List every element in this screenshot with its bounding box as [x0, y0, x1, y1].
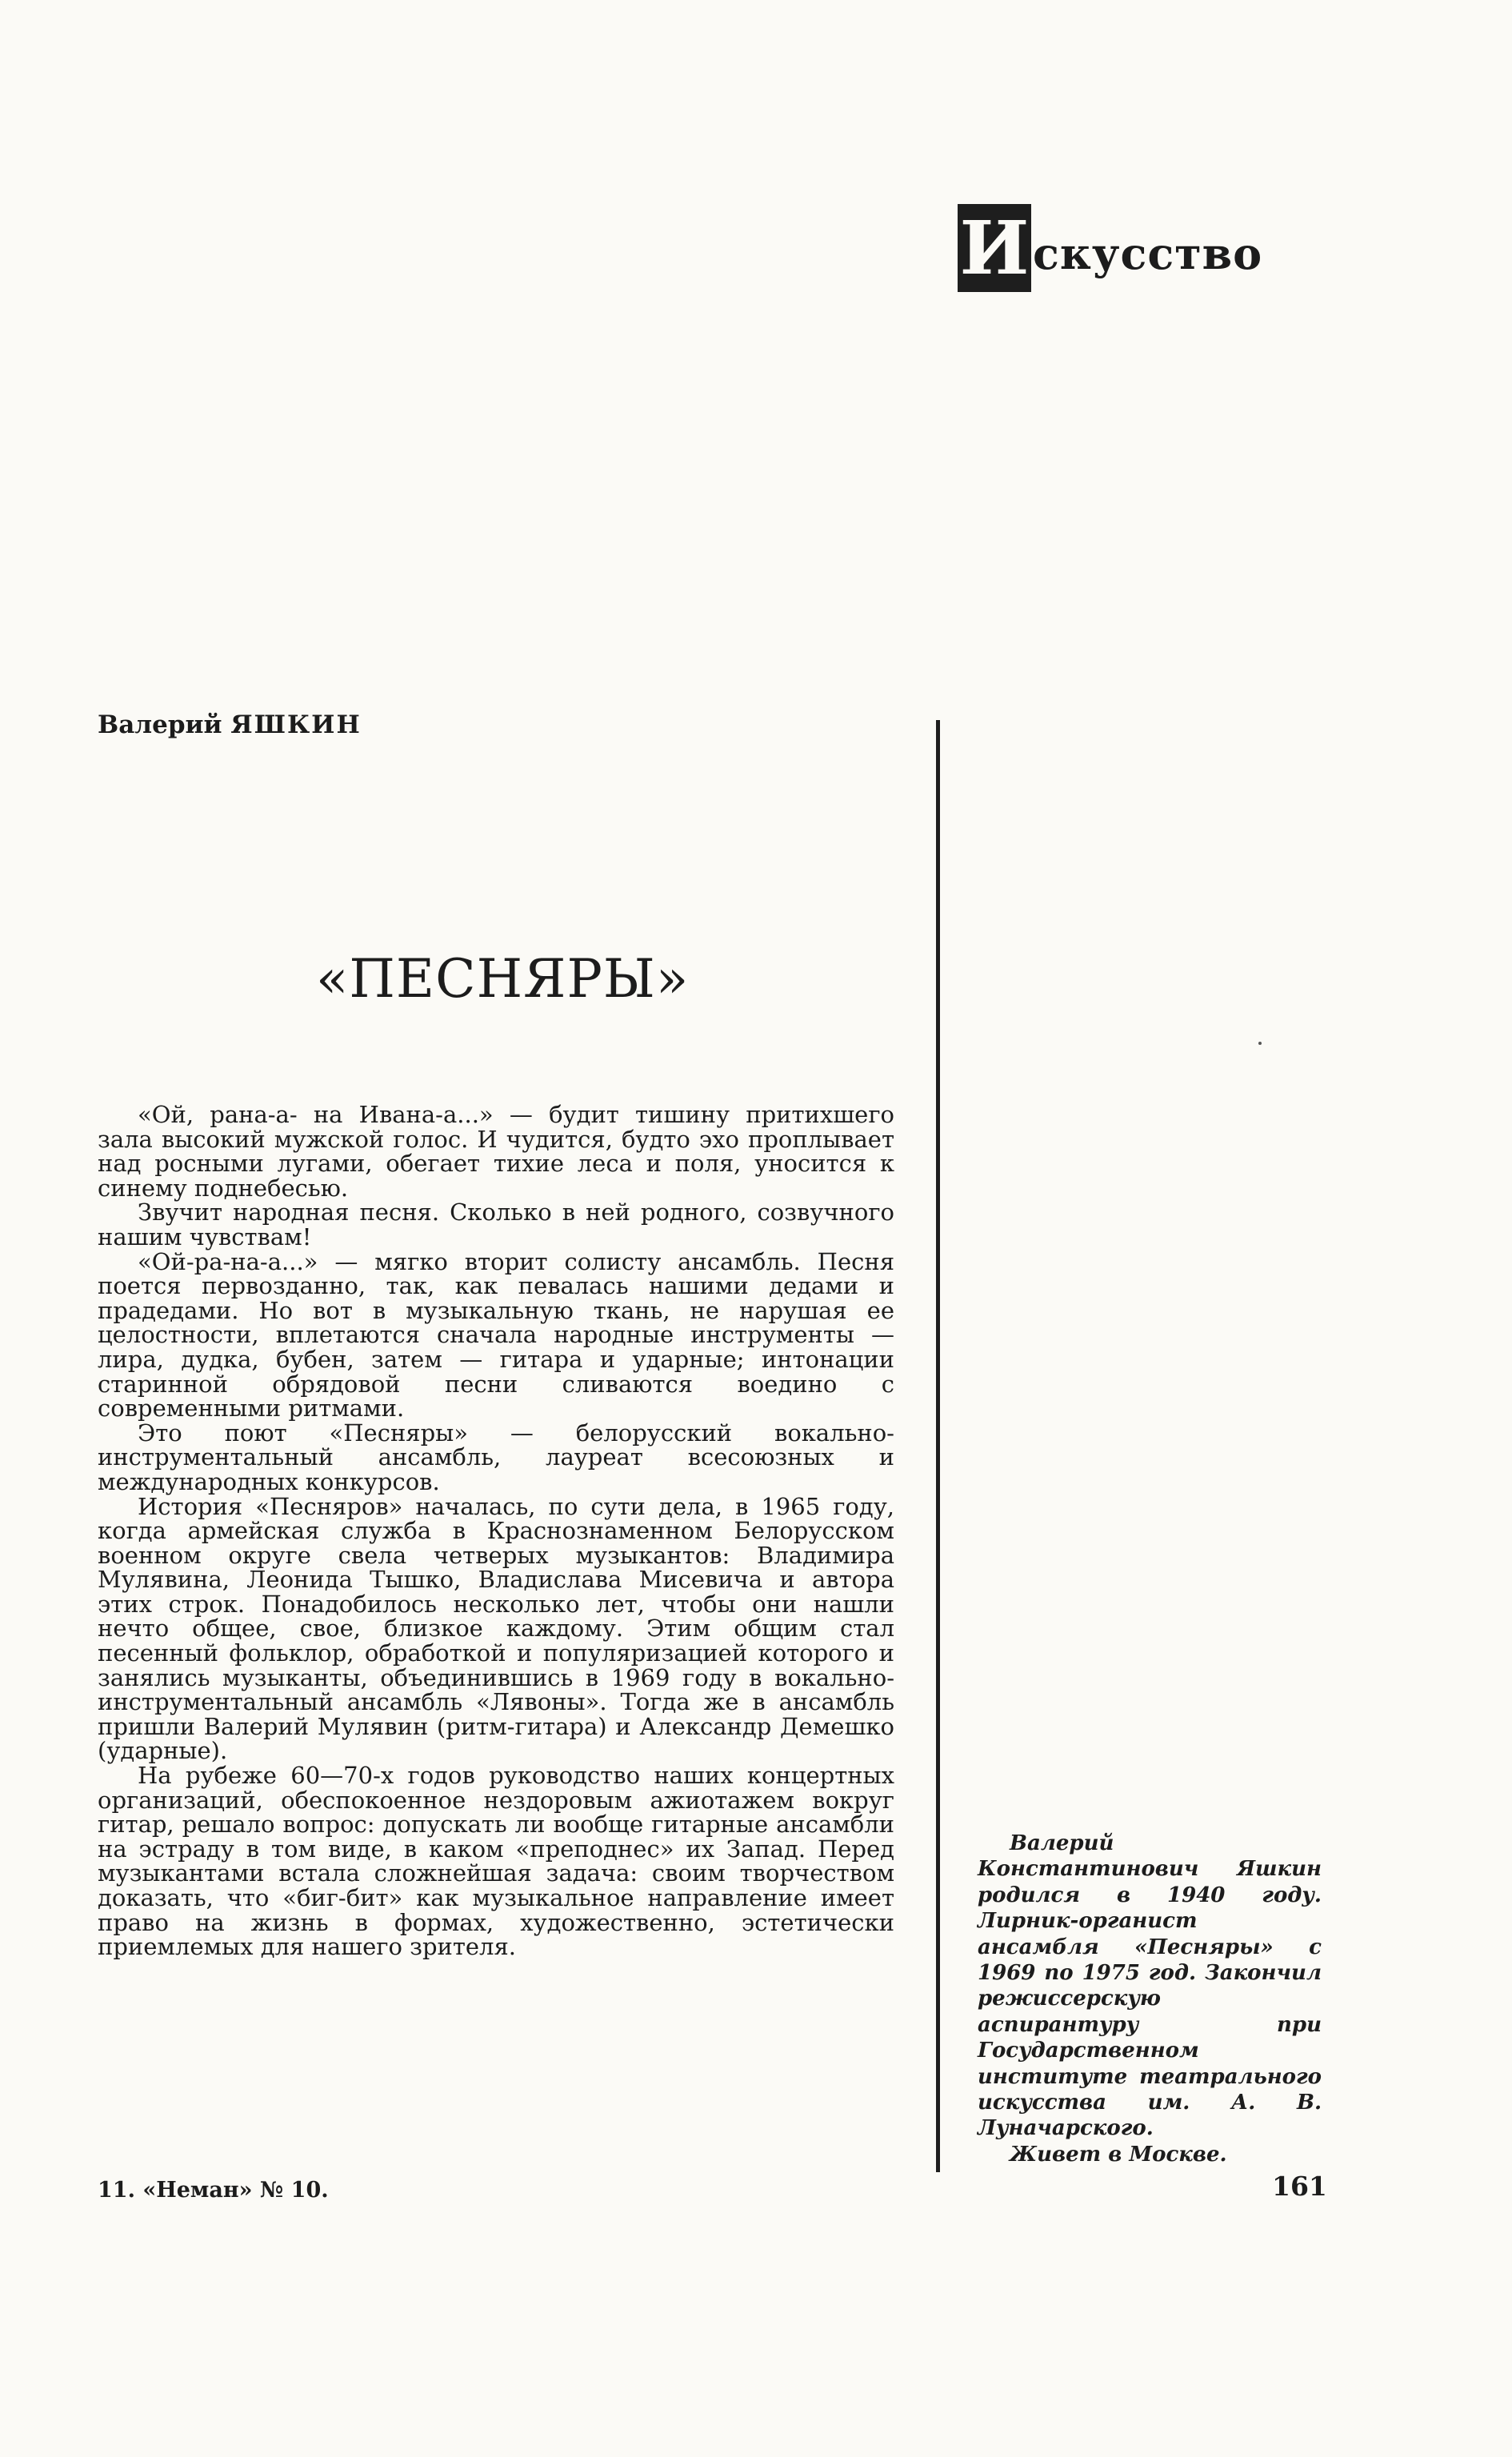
journal-signature: 11. «Неман» № 10. [98, 2178, 329, 2203]
author-byline [98, 710, 362, 739]
article-paragraph: Это поют «Песняры» — белорусский вокально-инструментальный ансамбль, лауреат всесоюзных и международных конкурсов. [98, 1419, 894, 1495]
bio-paragraph: Валерий Константинович Яшкин родился в 1940 году. Лирник-органист ансамбля «Песняры» с 1969 по 1975 год. Закончил режиссерскую аспирантуру при Государственном институте театрального искусства им. А. В. Луначарского. [978, 1831, 1322, 2141]
column-divider [936, 720, 940, 2172]
author-surname: ЯШКИН [230, 710, 362, 739]
article-paragraph: «Ой, рана-а- на Ивана-а...» — будит тишину притихшего зала высокий мужской голос. И чудится, будто эхо проплывает над росными лугами, обегает тихие леса и поля, уносится к синему поднебесью. [98, 1101, 894, 1202]
article-title: «ПЕСНЯРЫ» [316, 948, 690, 1010]
author-first-name: Валерий [98, 710, 222, 739]
article-paragraph: На рубеже 60—70-х годов руководство наших концертных организаций, обеспокоенное нездоровым ажиотажем вокруг гитар, решало вопрос: допускать ли вообще гитарные ансамбли на эстраду в том виде, в каком «преподнес» их Запад. Перед музыкантами встала сложнейшая задача: своим творчеством доказать, что «биг-бит» как музыкальное направление имеет право на жизнь в формах, художественно, эстетически приемлемых для нашего зрителя. [98, 1762, 894, 1961]
section-heading [958, 204, 1262, 292]
print-speck [1258, 1042, 1262, 1045]
bio-paragraph: Живет в Москве. [1010, 2142, 1227, 2167]
article-body [98, 1102, 894, 1959]
author-bio-sidebar [978, 1831, 1322, 2167]
section-heading-rest: скусство [1033, 228, 1263, 279]
article-paragraph: Звучит народная песня. Сколько в ней родного, созвучного нашим чувствам! [98, 1198, 894, 1251]
section-initial-letter: И [958, 204, 1031, 292]
article-paragraph: «Ой-ра-на-а...» — мягко вторит солисту ансамбль. Песня поется первозданно, так, как певалась нашими дедами и прадедами. Но вот в музыкальную ткань, не нарушая ее целостности, вплетаются сначала народные инструменты — лира, дудка, бубен, затем — гитара и ударные; интонации старинной обрядовой песни сливаются воедино с современными ритмами. [98, 1247, 894, 1423]
article-paragraph: История «Песняров» началась, по сути дела, в 1965 году, когда армейская служба в Краснознаменном Белорусском военном округе свела четверых музыкантов: Владимира Мулявина, Леонида Тышко, Владислава Мисевича и автора этих строк. Понадобилось несколько лет, чтобы они нашли нечто общее, свое, близкое каждому. Этим общим стал песенный фольклор, обработкой и популяризацией которого и занялись музыканты, объединившись в 1969 году в вокально-инструментальный ансамбль «Лявоны». Тогда же в ансамбль пришли Валерий Мулявин (ритм-гитара) и Александр Демешко (ударные). [98, 1492, 894, 1765]
page-number: 161 [1272, 2171, 1327, 2202]
